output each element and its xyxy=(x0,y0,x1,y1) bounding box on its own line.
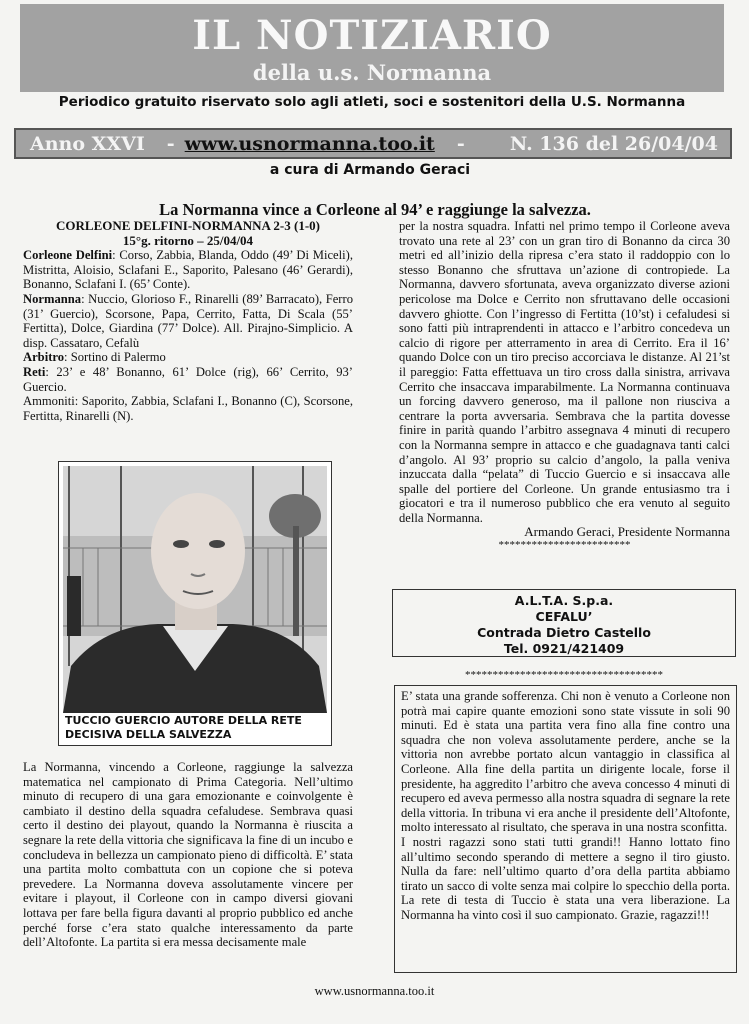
goals-label: Reti xyxy=(23,364,46,379)
issue-number: N. 136 del 26/04/04 xyxy=(509,132,718,155)
goals xyxy=(23,365,353,394)
normanna-lineup xyxy=(23,292,353,350)
player-portrait-icon xyxy=(63,466,327,713)
divider-stars: ************************ xyxy=(498,539,631,552)
article-headline: La Normanna vince a Corleone al 94’ e raggiunge la salvezza. xyxy=(159,200,591,219)
bookings: Ammoniti: Saporito, Zabbia, Sclafani I., Bonanno (C), Scorsone, Fertitta, Rinarelli (N). xyxy=(23,394,353,423)
divider-stars: ************************************ xyxy=(465,669,663,681)
match-report xyxy=(23,219,353,423)
team-label: Corleone Delfini xyxy=(23,248,113,263)
referee xyxy=(23,350,353,365)
corleone-lineup xyxy=(23,248,353,292)
masthead xyxy=(20,4,724,92)
sponsor-box xyxy=(392,589,736,657)
article-continuation: per la nostra squadra. Infatti nel primo tempo il Corleone aveva trovato una rete al 23’ con un gran tiro di Bonanno da circa 30 metri ed all’inizio della ripresa c’era stato il raddoppio con lo stesso Bonanno che sfruttava un’azione di contropiede. La Normanna, davvero sfortunata, aveva organizzato diverse azioni pericolose ma Dolce e Cerrito non sfruttavano delle occasioni davvero ghiotte. Con l’ingresso di Fertitta (10’st) i cefaludesi si sono fatti più intraprendenti in attacco e l’arbitro concedeva un calcio di rigore per atterramento in area di Cerrito. Era il 16’ quando Dolce con un tiro preciso accorciava le distanze. Al 21’st il pareggio: Fatta effettuava un tiro cross dalla sinistra, arrivava Cerrito che insaccava imparabilmente. La Normanna continuava un forcing davvero generoso, ma il pallone non riusciva a centrare la porta avversaria. Sembrava che la partita dovesse finire in parità quando l’arbitro assegnava 4 minuti di recupero con la Normanna sempre in attacco e che guadagnava tanti calci d’angolo. Al 93’ proprio su calcio d’angolo, la palla veniva inzuccata dalla “pelata” di Tuccio Guercio e si insaccava alle spalle del portiere del Corleone. Un grande entusiasmo tra i giocatori e tra il numeroso pubblico che era venuto al seguito della Normanna. xyxy=(399,219,730,525)
commentary-box xyxy=(394,685,737,973)
lineup-text: : Nuccio, Glorioso F., Rinarelli (89’ Barracato), Ferro (31’ Guercio), Scorsone, Papa, Cerrito, Fatta, Di Scala (55’ Fertitta), Dolce, Giardina (77’ Dolce). All. Pirajno-Simplicio. A disp. Cassataro, Cefalù xyxy=(23,291,353,350)
commentary-paragraph: E’ stata una grande sofferenza. Chi non è venuto a Corleone non potrà mai capire quante emozioni sono state vissute in soli 90 minuti. Ed è stata una partita vera fino alla fine contro una squadra che non voleva assolutamente perdere, anche se la vittoria non avrebbe portato alcun vantaggio in classifica al Corleone. Alla fine della partita un dirigente locale, forse il presidente, ha aggredito l’arbitro che aveva concesso 4 minuti di recupero ed aveva permesso alla nostra squadra di segnare la rete della vittoria. In tribuna vi era anche il presidente dell’Altofonte, molto interessato al risultato, che sperava in una nostra sconfitta. xyxy=(401,689,730,835)
separator: - xyxy=(456,132,465,155)
goals-text: : 23’ e 48’ Bonanno, 61’ Dolce (rig), 66’ Cerrito, 93’ Guercio. xyxy=(23,364,353,394)
footer-url[interactable]: www.usnormanna.too.it xyxy=(314,984,435,998)
team-label: Normanna xyxy=(23,291,82,306)
referee-label: Arbitro xyxy=(23,350,65,365)
issue-band xyxy=(14,128,732,159)
photo-image xyxy=(63,466,327,713)
separator: - xyxy=(166,132,175,155)
website-link[interactable]: www.usnormanna.too.it xyxy=(184,132,435,155)
sponsor-name: A.L.T.A. S.p.a. xyxy=(514,593,614,608)
sponsor-address: Contrada Dietro Castello xyxy=(477,625,651,640)
sponsor-city: CEFALU’ xyxy=(535,609,593,624)
photo-caption: TUCCIO GUERCIO AUTORE DELLA RETE DECISIVA DELLA SALVEZZA xyxy=(65,714,302,741)
match-date: 15°g. ritorno – 25/04/04 xyxy=(122,232,254,248)
match-score: CORLEONE DELFINI-NORMANNA 2-3 (1-0) xyxy=(56,218,320,233)
editor-credit: a cura di Armando Geraci xyxy=(269,162,471,178)
referee-text: : Sortino di Palermo xyxy=(64,350,166,365)
article-body-left: La Normanna, vincendo a Corleone, raggiunge la salvezza matematica nel campionato di Prima Categoria. Nell’ultimo minuto di recupero di una gara emozionante e coinvolgente è cambiato il destino della squadra cefaludese. Sembrava quasi certo il destino dei playout, quando la Normanna è riuscita a segnare la rete della vittoria che significava la fine di un incubo e concludeva in bellezza un campionato pieno di difficoltà. E’ stata una partita molto combattuta con un copione che si poteva prevedere. La Normanna doveva assolutamente vincere per evitare i playout, il Corleone con in campo diversi giovani lottava per fare bella figura davanti al proprio pubblico ed anche perché forse c’era stato qualche interessamento da parte dell’Altofonte. La partita si era messa decisamente male xyxy=(23,760,353,950)
commentary-paragraph: I nostri ragazzi sono stati tutti grandi!! Hanno lottato fino all’ultimo secondo sperando di mettere a segno il tiro giusto. Nulla da fare: nell’ultimo quarto d’ora della partita abbiamo tirato un sacco di volte senza mai colpire lo specchio della porta. La rete di testa di Tuccio è stata una vera liberazione. La Normanna ha vinto così il suo campionato. Grazie, ragazzi!!! xyxy=(401,834,730,922)
signature: Armando Geraci, Presidente Normanna xyxy=(524,524,730,540)
masthead-subtitle: della u.s. Normanna xyxy=(252,60,492,85)
lineup-text: : Corso, Zabbia, Blanda, Oddo (49’ Di Miceli), Mistritta, Aloisio, Sclafani E., Saporito, Palesano (46’ Gerardi), Bonanno, Sclafani I. (65’ Conte). xyxy=(23,248,353,292)
tagline: Periodico gratuito riservato solo agli atleti, soci e sostenitori della U.S. Normanna xyxy=(58,94,686,110)
player-photo xyxy=(58,461,332,746)
article-body-right xyxy=(399,219,730,551)
sponsor-phone: Tel. 0921/421409 xyxy=(503,641,625,656)
masthead-title: IL NOTIZIARIO xyxy=(192,12,552,59)
issue-year: Anno XXVI xyxy=(30,132,145,155)
